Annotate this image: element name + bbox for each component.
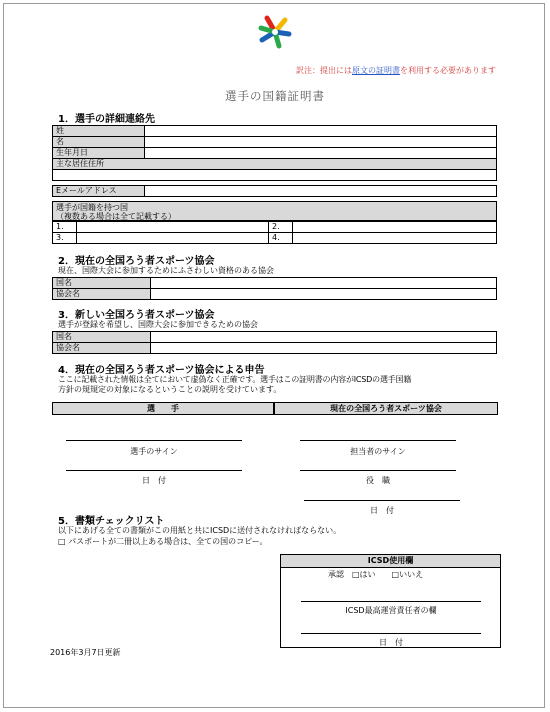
- icsd-date-label: 日 付: [379, 638, 403, 647]
- assoc-column-header: 現在の全国ろう者スポーツ協会: [274, 402, 498, 415]
- icsd-date-line[interactable]: [301, 633, 481, 634]
- official-sign-label: 担当者のサイン: [350, 447, 406, 456]
- address-label: 主な居住住所: [53, 159, 497, 170]
- nat-2-field[interactable]: [293, 222, 497, 233]
- current-assoc-field[interactable]: [151, 289, 497, 300]
- page-title: 選手の国籍証明書: [225, 89, 325, 103]
- new-country-field[interactable]: [151, 332, 497, 343]
- section-2-heading: 2．現在の全国ろう者スポーツ協会: [58, 256, 215, 267]
- surname-label: 姓: [53, 126, 145, 137]
- current-assoc-table: [52, 277, 497, 300]
- section-3-heading: 3．新しい全国ろう者スポーツ協会: [58, 310, 215, 321]
- icsd-use-box: [280, 554, 501, 648]
- checklist-text: 以下にあげる全ての書類がこの用紙と共にICSDに送付されなければならない。: [58, 526, 342, 535]
- nationality-label-box: [52, 201, 497, 221]
- nat-4-label: 4.: [269, 233, 293, 244]
- nat-1-label: 1.: [53, 222, 77, 233]
- surname-field[interactable]: [145, 126, 497, 137]
- section-1-heading: 1．選手の詳細連絡先: [58, 114, 155, 125]
- official-date-line[interactable]: [304, 500, 460, 501]
- icsd-logo-icon: [255, 12, 295, 52]
- checklist-passport-item[interactable]: □ パスポートが二冊以上ある場合は、全ての国のコピー。: [58, 537, 268, 546]
- current-country-field[interactable]: [151, 278, 497, 289]
- address-field[interactable]: [53, 170, 497, 181]
- nationality-table: [52, 221, 497, 244]
- official-role-label: 役 職: [366, 476, 390, 485]
- nat-4-field[interactable]: [293, 233, 497, 244]
- official-role-line[interactable]: [300, 470, 456, 471]
- section-2-desc: 現在、国際大会に参加するためにふさわしい資格のある協会: [58, 266, 274, 275]
- nat-3-field[interactable]: [77, 233, 269, 244]
- contact-table: [52, 125, 497, 197]
- player-column-header: 選 手: [52, 402, 274, 415]
- nationality-sublabel: （複数ある場合は全て記載する）: [56, 212, 176, 221]
- email-label: Eメールアドレス: [53, 186, 145, 197]
- note-prefix: 訳注：提出には: [296, 66, 352, 75]
- player-sign-label: 選手のサイン: [130, 447, 178, 456]
- birthdate-field[interactable]: [145, 148, 497, 159]
- birthdate-label: 生年月日: [53, 148, 145, 159]
- new-assoc-table: [52, 331, 497, 354]
- current-assoc-label: 協会名: [53, 289, 151, 300]
- nat-3-label: 3.: [53, 233, 77, 244]
- email-field[interactable]: [145, 186, 497, 197]
- section-5-heading: 5．書類チェックリスト: [58, 516, 165, 527]
- official-sign-line[interactable]: [300, 440, 456, 441]
- nat-2-label: 2.: [269, 222, 293, 233]
- note-suffix: を利用する必要があります: [400, 66, 496, 75]
- icsd-box-header: ICSD使用欄: [281, 555, 500, 568]
- current-country-label: 国名: [53, 278, 151, 289]
- approval-checkboxes[interactable]: 承認 □はい □いいえ: [328, 570, 424, 579]
- player-date-label: 日 付: [142, 476, 166, 485]
- note-link[interactable]: 原文の証明書: [352, 66, 400, 75]
- official-date-label: 日 付: [370, 506, 394, 515]
- new-country-label: 国名: [53, 332, 151, 343]
- officer-label: ICSD最高運営責任者の欄: [345, 606, 437, 615]
- updated-date: 2016年3月7日更新: [50, 648, 121, 657]
- player-sign-line[interactable]: [66, 440, 242, 441]
- player-date-line[interactable]: [66, 470, 242, 471]
- new-assoc-label: 協会名: [53, 343, 151, 354]
- section-4-heading: 4．現在の全国ろう者スポーツ協会による申告: [58, 365, 265, 376]
- declaration-line-2: 方針の規規定の対象になるということの説明を受けています。: [58, 385, 282, 394]
- new-assoc-field[interactable]: [151, 343, 497, 354]
- given-name-field[interactable]: [145, 137, 497, 148]
- section-3-desc: 選手が登録を希望し、国際大会に参加できるための協会: [58, 320, 258, 329]
- translation-note: [296, 65, 496, 76]
- officer-sign-line[interactable]: [301, 601, 481, 602]
- declaration-line-1: ここに記載された情報は全てにおいて虚偽なく正確です。選手はこの証明書の内容がICSDの選手国籍: [58, 375, 412, 384]
- given-name-label: 名: [53, 137, 145, 148]
- nat-1-field[interactable]: [77, 222, 269, 233]
- nationality-label: 選手が国籍を持つ国: [56, 203, 128, 212]
